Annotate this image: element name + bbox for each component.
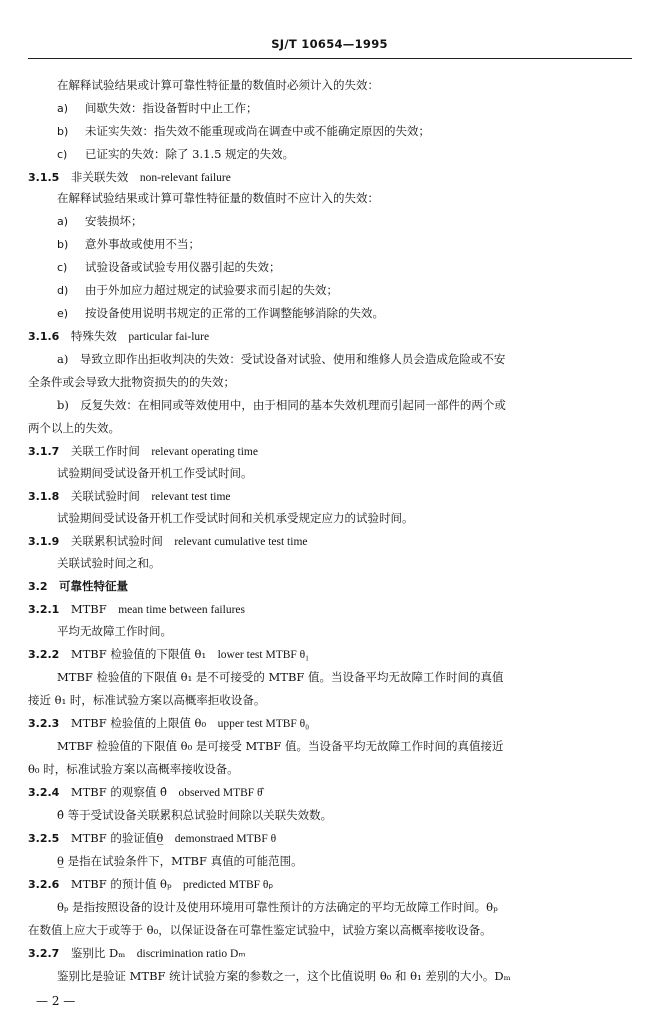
paragraph-line: θ̂ 等于受试设备关联累积总试验时间除以关联失效数。 <box>57 808 333 822</box>
paragraph-line: 试验期间受试设备开机工作受试时间。 <box>57 466 253 480</box>
section-heading: 3.2.1 MTBF mean time between failures <box>28 602 245 616</box>
section-heading: 3.1.6 特殊失效 particular fai-lure <box>28 329 210 343</box>
section-heading: 3.2.2 MTBF 检验值的下限值 θ₁ lower test MTBF θ₁ <box>28 647 310 661</box>
section-heading: 3.2.4 MTBF 的观察值 θ̂ observed MTBF θ̂ <box>28 785 263 799</box>
paragraph-line: θ̲ 是指在试验条件下，MTBF 真值的可能范围。 <box>57 854 303 868</box>
section-heading: 3.2.7 鉴别比 Dₘ discrimination ratio Dₘ <box>28 946 246 960</box>
paragraph-line: θ₀ 时，标准试验方案以高概率接收设备。 <box>28 762 239 776</box>
paragraph-line: 两个以上的失效。 <box>28 421 120 435</box>
section-heading: 3.2 可靠性特征量 <box>28 579 128 593</box>
list-item: a) 安装损坏； <box>57 214 143 228</box>
section-heading: 3.2.5 MTBF 的验证值θ̲ demonstraed MTBF θ <box>28 831 277 845</box>
list-item: a) 间歇失效：指设备暂时中止工作； <box>57 101 258 115</box>
list-item: b) 意外事故或使用不当； <box>57 237 200 251</box>
paragraph-line: MTBF 检验值的下限值 θ₁ 是不可接受的 MTBF 值。当设备平均无故障工作时间的真值 <box>57 670 504 684</box>
section-heading: 3.1.8 关联试验时间 relevant test time <box>28 489 231 503</box>
page-number: — 2 — <box>36 994 76 1008</box>
list-item: c) 试验设备或试验专用仪器引起的失效； <box>57 260 281 274</box>
paragraph-line: 全条件或会导致大批物资损失的的失效； <box>28 375 235 389</box>
standard-code-header: SJ/T 10654—1995 <box>271 37 388 51</box>
paragraph-line: 平均无故障工作时间。 <box>57 624 172 638</box>
paragraph-line: 关联试验时间之和。 <box>57 556 161 570</box>
paragraph-line: b) 反复失效：在相同或等效使用中，由于相同的基本失效机理而引起同一部件的两个或 <box>57 398 506 412</box>
list-item: e) 按设备使用说明书规定的正常的工作调整能够消除的失效。 <box>57 306 384 320</box>
paragraph-line: 在数值上应大于或等于 θ₀，以保证设备在可靠性鉴定试验中，试验方案以高概率接收设备。 <box>28 923 492 937</box>
section-heading: 3.2.3 MTBF 检验值的上限值 θ₀ upper test MTBF θ₀ <box>28 716 310 730</box>
paragraph-line: 鉴别比是验证 MTBF 统计试验方案的参数之一，这个比值说明 θ₀ 和 θ₁ 差别的大小。Dₘ <box>57 969 511 983</box>
list-item: c) 已证实的失效：除了 3.1.5 规定的失效。 <box>57 147 295 161</box>
section-heading: 3.1.9 关联累积试验时间 relevant cumulative test time <box>28 534 308 548</box>
paragraph-intro: 在解释试验结果或计算可靠性特征量的数值时必须计入的失效： <box>57 78 379 92</box>
paragraph-line: 接近 θ₁ 时，标准试验方案以高概率拒收设备。 <box>28 693 266 707</box>
header-rule <box>28 58 632 59</box>
list-item: d) 由于外加应力超过规定的试验要求而引起的失效； <box>57 283 338 297</box>
section-heading: 3.1.5 非关联失效 non-relevant failure <box>28 170 231 184</box>
section-heading: 3.1.7 关联工作时间 relevant operating time <box>28 444 258 458</box>
paragraph-line: a) 导致立即作出拒收判决的失效：受试设备对试验、使用和维修人员会造成危险或不安 <box>57 352 506 366</box>
paragraph-line: θₚ 是指按照设备的设计及使用环境用可靠性预计的方法确定的平均无故障工作时间。θₚ <box>57 900 498 914</box>
section-heading: 3.2.6 MTBF 的预计值 θₚ predicted MTBF θₚ <box>28 877 274 891</box>
paragraph-line: 试验期间受试设备开机工作受试时间和关机承受规定应力的试验时间。 <box>57 511 414 525</box>
list-item: b) 未证实失效：指失效不能重现或尚在调查中或不能确定原因的失效； <box>57 124 430 138</box>
paragraph-line: MTBF 检验值的下限值 θ₀ 是可接受 MTBF 值。当设备平均无故障工作时间的真值接近 <box>57 739 504 753</box>
paragraph-intro: 在解释试验结果或计算可靠性特征量的数值时不应计入的失效： <box>57 191 379 205</box>
